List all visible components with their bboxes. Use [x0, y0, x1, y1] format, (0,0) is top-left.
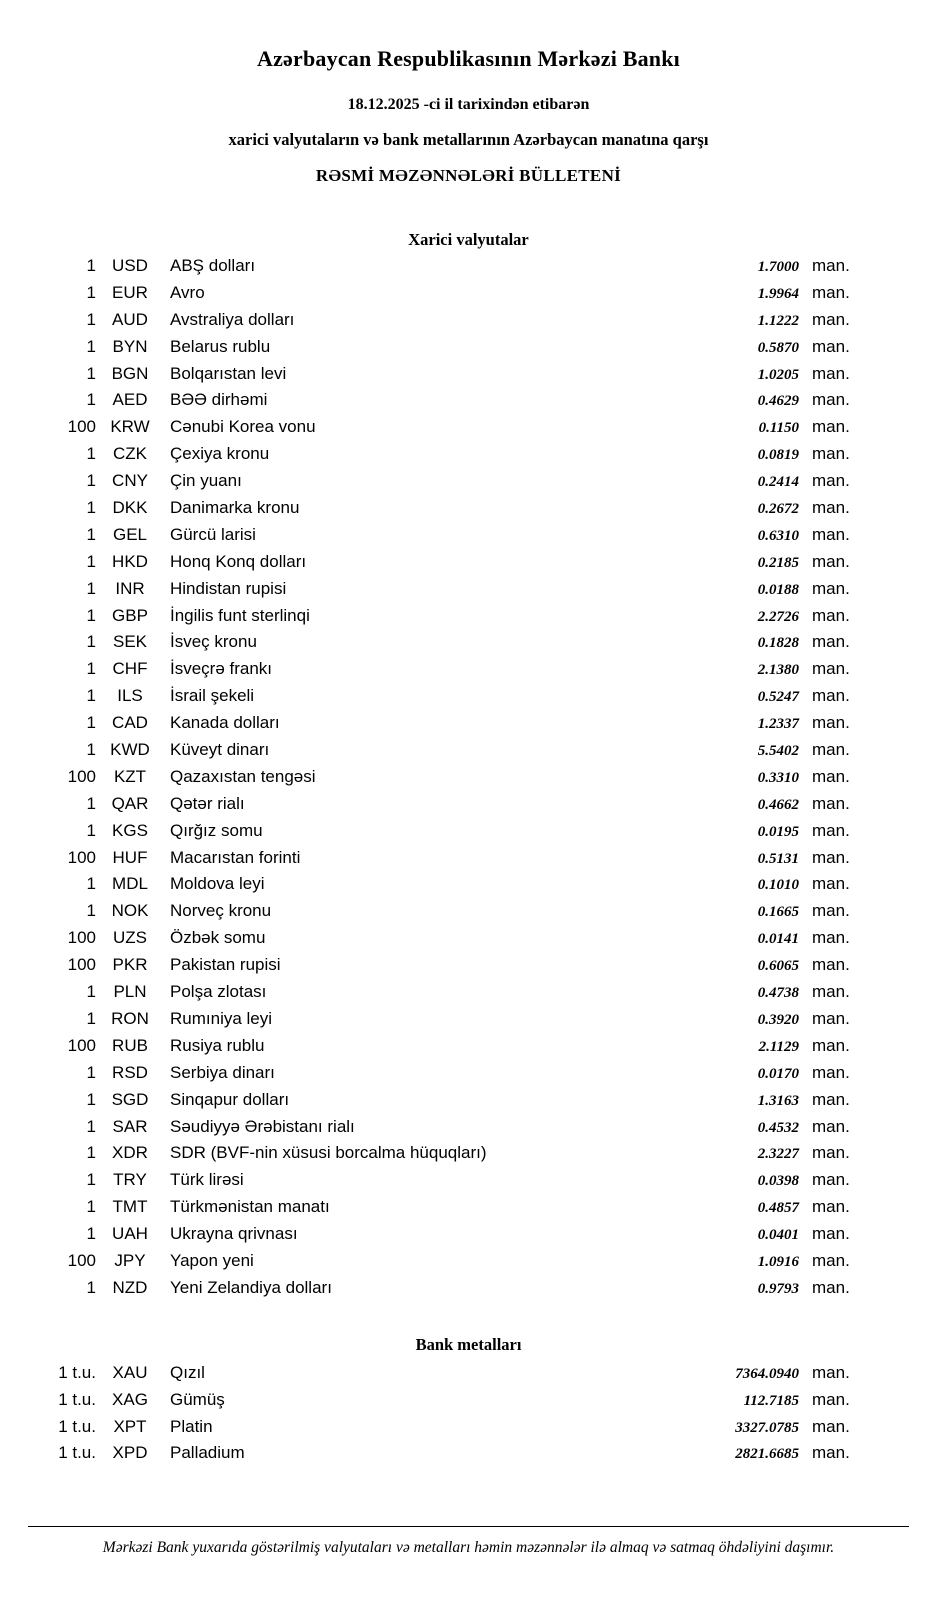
currency-row — [0, 337, 937, 364]
metal-rate: 2821.6685 — [735, 1446, 799, 1463]
currency-unit: man. — [812, 417, 850, 437]
currency-row — [0, 1117, 937, 1144]
effective-date-line: 18.12.2025 -ci il tarixindən etibarən — [347, 96, 590, 113]
currency-code: KWD — [110, 740, 150, 760]
currency-quantity: 100 — [67, 1035, 96, 1055]
currency-row — [0, 982, 937, 1009]
currency-rate: 0.0170 — [757, 1065, 799, 1082]
bulletin-title-line: RƏSMİ MƏZƏNNƏLƏRİ BÜLLETENİ — [315, 166, 622, 185]
currency-unit: man. — [812, 955, 850, 975]
currency-name: Bolqarıstan levi — [170, 363, 287, 383]
currency-row — [0, 310, 937, 337]
currency-rate: 0.3310 — [757, 769, 799, 786]
metal-quantity: 1 t.u. — [58, 1416, 96, 1436]
currency-code: CHF — [112, 659, 148, 679]
currency-rate: 0.1010 — [757, 877, 799, 894]
currency-quantity: 1 — [86, 632, 96, 652]
currency-code: QAR — [111, 793, 149, 813]
disclaimer-footer — [28, 1526, 909, 1557]
currency-rate: 2.1380 — [757, 662, 799, 679]
currency-unit: man. — [812, 686, 850, 706]
currency-unit: man. — [812, 363, 850, 383]
currency-name: Danimarka kronu — [170, 498, 300, 518]
currency-name: Avstraliya dolları — [170, 309, 295, 329]
currency-quantity: 1 — [86, 901, 96, 921]
currency-code: INR — [115, 578, 145, 598]
currency-code: ILS — [117, 686, 143, 706]
currency-rate: 0.4532 — [757, 1119, 799, 1136]
currency-code: AED — [112, 390, 148, 410]
currency-code: UAH — [112, 1224, 148, 1244]
currency-row — [0, 928, 937, 955]
currency-row — [0, 1197, 937, 1224]
currency-unit: man. — [812, 1089, 850, 1109]
metal-unit: man. — [812, 1443, 850, 1463]
currency-rate: 1.0205 — [757, 366, 799, 383]
currency-name: Macarıstan forinti — [170, 847, 301, 867]
currency-name: Belarus rublu — [170, 336, 271, 356]
currency-unit: man. — [812, 928, 850, 948]
currency-code: HKD — [112, 551, 148, 571]
currency-rate: 2.1129 — [758, 1038, 799, 1055]
currency-unit: man. — [812, 551, 850, 571]
metal-quantity: 1 t.u. — [58, 1443, 96, 1463]
currency-rate: 5.5402 — [757, 743, 799, 760]
currency-row — [0, 390, 937, 417]
currency-unit: man. — [812, 1170, 850, 1190]
currency-row — [0, 659, 937, 686]
currency-name: Yapon yeni — [170, 1250, 254, 1270]
currency-unit: man. — [812, 498, 850, 518]
currency-unit: man. — [812, 820, 850, 840]
currency-unit: man. — [812, 982, 850, 1002]
currency-rate: 0.4857 — [757, 1200, 799, 1217]
currency-row — [0, 498, 937, 525]
currency-code: MDL — [112, 874, 148, 894]
currency-rate: 0.0398 — [757, 1173, 799, 1190]
currency-name: Hindistan rupisi — [170, 578, 287, 598]
currency-rate: 0.1665 — [757, 904, 799, 921]
currency-quantity: 1 — [86, 659, 96, 679]
metal-row — [0, 1417, 937, 1444]
currency-unit: man. — [812, 1143, 850, 1163]
currency-unit: man. — [812, 336, 850, 356]
currency-row — [0, 955, 937, 982]
metal-row — [0, 1443, 937, 1470]
currency-rate: 0.9793 — [757, 1280, 799, 1297]
currency-code: SGD — [111, 1089, 149, 1109]
currency-row — [0, 901, 937, 928]
currency-name: Polşa zlotası — [170, 982, 267, 1002]
metal-rate: 3327.0785 — [735, 1419, 799, 1436]
currency-code: BGN — [111, 363, 149, 383]
currency-unit: man. — [812, 524, 850, 544]
currency-unit: man. — [812, 444, 850, 464]
currency-code: XDR — [112, 1143, 148, 1163]
metal-rates-table — [0, 1363, 937, 1471]
currency-row — [0, 1224, 937, 1251]
currency-code: PKR — [112, 955, 148, 975]
currency-quantity: 1 — [86, 363, 96, 383]
currency-name: Qırğız somu — [170, 820, 263, 840]
currency-unit: man. — [812, 713, 850, 733]
currency-unit: man. — [812, 1277, 850, 1297]
currency-code: JPY — [114, 1250, 146, 1270]
bank-metals-section — [0, 1335, 937, 1471]
currency-quantity: 1 — [86, 686, 96, 706]
currency-name: ABŞ dolları — [170, 256, 256, 275]
currency-rate: 0.5870 — [757, 339, 799, 356]
currency-quantity: 1 — [86, 1116, 96, 1136]
currency-quantity: 1 — [86, 713, 96, 733]
currency-name: Səudiyyə Ərəbistanı rialı — [170, 1116, 355, 1136]
currency-row — [0, 444, 937, 471]
currencies-section-title: Xarici valyutalar — [408, 230, 529, 249]
currency-name: Çin yuanı — [170, 471, 242, 491]
currency-quantity: 100 — [67, 1250, 96, 1270]
currency-name: Gürcü larisi — [170, 524, 256, 544]
currency-name: Qazaxıstan tengəsi — [170, 766, 316, 786]
currency-unit: man. — [812, 471, 850, 491]
currency-row — [0, 256, 937, 283]
metal-name: Palladium — [170, 1443, 245, 1463]
currency-name: Türk lirəsi — [170, 1170, 244, 1190]
currency-unit: man. — [812, 1062, 850, 1082]
currency-name: Cənubi Korea vonu — [170, 417, 316, 437]
currency-unit: man. — [812, 282, 850, 302]
currency-unit: man. — [812, 1008, 850, 1028]
currency-rate: 0.6310 — [757, 527, 799, 544]
currency-quantity: 1 — [86, 1224, 96, 1244]
currency-row — [0, 1251, 937, 1278]
metal-quantity: 1 t.u. — [58, 1389, 96, 1409]
currency-row — [0, 848, 937, 875]
currency-quantity: 1 — [86, 256, 96, 275]
currency-rate: 0.0141 — [757, 931, 799, 948]
currency-name: İsveç kronu — [170, 632, 257, 652]
currency-name: SDR (BVF-nin xüsusi borcalma hüquqları) — [170, 1143, 487, 1163]
currency-unit: man. — [812, 578, 850, 598]
currency-row — [0, 417, 937, 444]
metal-name: Gümüş — [170, 1389, 225, 1409]
currency-unit: man. — [812, 847, 850, 867]
currency-row — [0, 579, 937, 606]
currency-code: USD — [112, 256, 148, 275]
currency-code: CZK — [113, 444, 147, 464]
currency-name: Serbiya dinarı — [170, 1062, 275, 1082]
currency-row — [0, 471, 937, 498]
metal-unit: man. — [812, 1389, 850, 1409]
currency-row — [0, 686, 937, 713]
currency-row — [0, 874, 937, 901]
currency-rate: 0.5131 — [757, 850, 799, 867]
currency-row — [0, 794, 937, 821]
currency-name: Avro — [170, 282, 205, 302]
currency-code: AUD — [112, 309, 148, 329]
currency-name: Qətər rialı — [170, 793, 245, 813]
currency-rate: 0.0195 — [757, 823, 799, 840]
currency-row — [0, 1036, 937, 1063]
metal-rate: 7364.0940 — [735, 1365, 799, 1382]
foreign-currencies-section — [0, 230, 937, 1305]
currency-row — [0, 713, 937, 740]
currency-name: İsveçrə frankı — [170, 659, 273, 679]
currency-quantity: 1 — [86, 309, 96, 329]
currency-quantity: 1 — [86, 1089, 96, 1109]
currency-quantity: 1 — [86, 1143, 96, 1163]
currency-code: DKK — [112, 498, 148, 518]
currency-rate: 1.9964 — [757, 285, 799, 302]
currency-row — [0, 767, 937, 794]
currency-quantity: 1 — [86, 1062, 96, 1082]
currency-row — [0, 1170, 937, 1197]
currency-rate: 0.1828 — [757, 635, 799, 652]
metal-code: XPT — [113, 1416, 147, 1436]
currency-code: SAR — [112, 1116, 148, 1136]
metal-quantity: 1 t.u. — [58, 1362, 96, 1382]
currency-name: Özbək somu — [170, 928, 266, 948]
currency-quantity: 1 — [86, 793, 96, 813]
currency-code: TRY — [113, 1170, 147, 1190]
currency-name: Kanada dolları — [170, 713, 280, 733]
currency-code: CAD — [112, 713, 148, 733]
currency-row — [0, 1063, 937, 1090]
currency-unit: man. — [812, 766, 850, 786]
metal-unit: man. — [812, 1416, 850, 1436]
currency-code: RON — [111, 1008, 149, 1028]
currency-name: Yeni Zelandiya dolları — [170, 1277, 332, 1297]
metal-code: XPD — [112, 1443, 148, 1463]
currency-row — [0, 552, 937, 579]
currency-name: Pakistan rupisi — [170, 955, 281, 975]
currency-row — [0, 821, 937, 848]
disclaimer-note: Mərkəzi Bank yuxarıda göstərilmiş valyutaları və metalları həmin məzənnələr ilə almaq və satmaq öhdəliyini daşımır. — [102, 1539, 835, 1557]
currency-quantity: 1 — [86, 390, 96, 410]
currency-unit: man. — [812, 1250, 850, 1270]
currency-rate: 0.2185 — [757, 554, 799, 571]
currency-quantity: 1 — [86, 444, 96, 464]
currency-name: BƏƏ dirhəmi — [170, 390, 268, 410]
metal-unit: man. — [812, 1362, 850, 1382]
currency-rate: 0.6065 — [757, 958, 799, 975]
currency-quantity: 100 — [67, 766, 96, 786]
currency-name: Rusiya rublu — [170, 1035, 265, 1055]
currency-quantity: 1 — [86, 605, 96, 625]
currency-quantity: 1 — [86, 1197, 96, 1217]
metal-name: Platin — [170, 1416, 213, 1436]
currency-unit: man. — [812, 1197, 850, 1217]
currency-name: İsrail şekeli — [170, 686, 255, 706]
currency-code: RUB — [112, 1035, 148, 1055]
currency-rate: 0.4662 — [757, 796, 799, 813]
currency-quantity: 1 — [86, 982, 96, 1002]
currency-name: Moldova leyi — [170, 874, 265, 894]
currency-code: EUR — [112, 282, 148, 302]
currency-unit: man. — [812, 740, 850, 760]
currency-quantity: 1 — [86, 498, 96, 518]
currency-code: NZD — [112, 1277, 148, 1297]
currency-rate: 0.0188 — [757, 581, 799, 598]
currency-unit: man. — [812, 793, 850, 813]
currency-unit: man. — [812, 1116, 850, 1136]
currency-rate: 0.0819 — [757, 447, 799, 464]
currency-row — [0, 1009, 937, 1036]
currency-rate: 2.2726 — [757, 608, 799, 625]
currency-code: SEK — [112, 632, 148, 652]
metal-row — [0, 1363, 937, 1390]
currency-row — [0, 283, 937, 310]
currency-quantity: 1 — [86, 578, 96, 598]
currency-code: KGS — [112, 820, 148, 840]
currency-code: GEL — [112, 524, 148, 544]
currency-quantity: 100 — [67, 928, 96, 948]
currency-row — [0, 1090, 937, 1117]
currency-quantity: 1 — [86, 740, 96, 760]
currency-rate: 1.2337 — [757, 716, 799, 733]
currency-quantity: 100 — [67, 847, 96, 867]
currency-code: UZS — [113, 928, 147, 948]
currency-rate: 1.3163 — [757, 1092, 799, 1109]
currency-unit: man. — [812, 605, 850, 625]
currency-quantity: 100 — [67, 955, 96, 975]
bulletin-header — [0, 46, 937, 186]
metal-name: Qızıl — [170, 1362, 205, 1382]
currency-name: Norveç kronu — [170, 901, 272, 921]
currency-name: Rumıniya leyi — [170, 1008, 273, 1028]
currency-row — [0, 525, 937, 552]
page-title: Azərbaycan Respublikasının Mərkəzi Bankı — [257, 46, 680, 71]
currency-quantity: 1 — [86, 874, 96, 894]
currency-quantity: 100 — [67, 417, 96, 437]
currency-name: Honq Konq dolları — [170, 551, 307, 571]
currency-unit: man. — [812, 390, 850, 410]
currency-name: Ukrayna qrivnası — [170, 1224, 298, 1244]
currency-unit: man. — [812, 659, 850, 679]
currency-code: CNY — [112, 471, 148, 491]
metal-code: XAG — [112, 1389, 148, 1409]
currency-rate: 0.3920 — [757, 1011, 799, 1028]
currency-unit: man. — [812, 1224, 850, 1244]
currency-rate: 0.2414 — [757, 474, 799, 491]
currency-name: Çexiya kronu — [170, 444, 270, 464]
currency-quantity: 1 — [86, 1008, 96, 1028]
metal-code: XAU — [112, 1362, 148, 1382]
currency-quantity: 1 — [86, 282, 96, 302]
currency-unit: man. — [812, 632, 850, 652]
currency-rate: 1.1222 — [757, 312, 799, 329]
currency-code: HUF — [112, 847, 148, 867]
currency-code: BYN — [112, 336, 148, 356]
currency-row — [0, 1278, 937, 1305]
currency-rates-table — [0, 256, 937, 1305]
metal-row — [0, 1390, 937, 1417]
currency-quantity: 1 — [86, 820, 96, 840]
currency-code: GBP — [112, 605, 148, 625]
currency-code: KZT — [113, 766, 147, 786]
currency-quantity: 1 — [86, 1170, 96, 1190]
subject-line: xarici valyutaların və bank metallarının Azərbaycan manatına qarşı — [228, 130, 709, 149]
currency-unit: man. — [812, 874, 850, 894]
currency-quantity: 1 — [86, 1277, 96, 1297]
currency-code: RSD — [112, 1062, 148, 1082]
currency-rate: 0.0401 — [757, 1227, 799, 1244]
currency-quantity: 1 — [86, 471, 96, 491]
currency-quantity: 1 — [86, 524, 96, 544]
currency-rate: 0.4629 — [757, 393, 799, 410]
currency-code: PLN — [113, 982, 147, 1002]
currency-name: Türkmənistan manatı — [170, 1197, 330, 1217]
currency-row — [0, 606, 937, 633]
currency-name: Sinqapur dolları — [170, 1089, 290, 1109]
currency-rate: 2.3227 — [757, 1146, 799, 1163]
currency-unit: man. — [812, 256, 850, 275]
currency-rate: 0.2672 — [757, 501, 799, 518]
currency-name: Küveyt dinarı — [170, 740, 270, 760]
currency-quantity: 1 — [86, 336, 96, 356]
metals-section-title: Bank metalları — [415, 1334, 522, 1354]
currency-rate: 1.0916 — [757, 1253, 799, 1270]
currency-code: KRW — [110, 417, 150, 437]
currency-row — [0, 1143, 937, 1170]
currency-row — [0, 632, 937, 659]
currency-code: NOK — [111, 901, 149, 921]
currency-quantity: 1 — [86, 551, 96, 571]
currency-name: İngilis funt sterlinqi — [170, 605, 310, 625]
currency-rate: 0.5247 — [757, 689, 799, 706]
currency-unit: man. — [812, 1035, 850, 1055]
currency-row — [0, 740, 937, 767]
currency-unit: man. — [812, 309, 850, 329]
currency-code: TMT — [112, 1197, 148, 1217]
currency-row — [0, 364, 937, 391]
currency-rate: 0.1150 — [758, 420, 799, 437]
currency-rate: 1.7000 — [757, 259, 799, 275]
currency-rate: 0.4738 — [757, 985, 799, 1002]
metal-rate: 112.7185 — [743, 1392, 799, 1409]
currency-unit: man. — [812, 901, 850, 921]
